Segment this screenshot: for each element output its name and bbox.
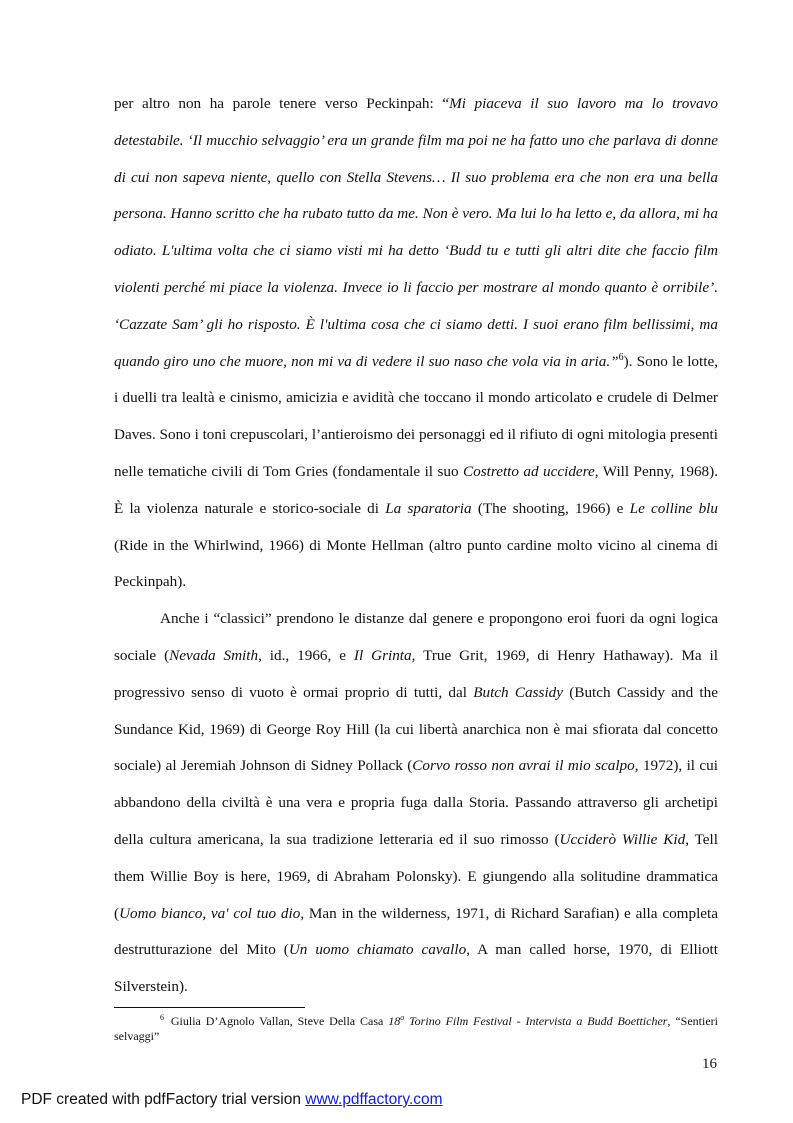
film-title: Il Grinta [353,646,412,664]
film-title: Un uomo chiamato cavallo [288,941,467,959]
footnote-reference[interactable]: 6 [618,351,624,363]
film-title: Costretto ad uccidere [463,462,595,480]
film-title: Nevada Smith [169,646,259,664]
footnote-divider [114,1007,305,1008]
pdf-creator-banner: PDF created with pdfFactory trial version www.pdffactory.com [21,1091,443,1108]
paragraph-1: per altro non ha parole tenere verso Peckinpah: “Mi piaceva il suo lavoro ma lo trovavo detestabile. ‘Il mucchio selvaggio’ era un grande film ma poi ne ha fatto uno che parlava di donne di cui non sapeva niente, quello con Stella Stevens… Il suo problema era che non era una bella persona. Hanno scritto che ha rubato tutto da me. Non è vero. Ma lui lo ha letto e, da allora, mi ha odiato. L'ultima volta che ci siamo visti mi ha detto ‘Budd tu e tutti gli altri dite che faccio film violenti perché mi piace la violenza. Invece io li faccio per mostrare al mondo quanto è orribile’. ‘Cazzate Sam’ gli ho risposto. È l'ultima cosa che ci siamo detti. I suoi erano film bellissimi, ma quando giro uno che muore, non mi va di vedere il suo naso che vola via in aria.”$^6$). Sono le lotte, i duelli tra lealtà e cinismo, amicizia e avidità che toccano il mondo articolato e crudele di Delmer Daves. Sono i toni crepuscolari, l’antieroismo dei personaggi ed il rifiuto di ogni mitologia presenti nelle tematiche civili di Tom Gries (fondamentale il suo Costretto ad uccidere, Will Penny, 1968). È la violenza naturale e storico-sociale di La sparatoria (The shooting, 1966) e Le colline blu (Ride in the Whirlwind, 1966) di Monte Hellman (altro punto cardine molto vicino al cinema di Peckinpah). [114,95,718,591]
page-number: 16 [702,1056,717,1072]
footnote-number: 6 [160,1013,164,1022]
film-title: Le colline blu [629,499,718,517]
film-title: Butch Cassidy [473,683,563,701]
footnote-title: 18$^o$ Torino Film Festival - Intervista a Budd Boetticher [388,1013,668,1028]
paragraph-2: Anche i “classici” prendono le distanze dal genere e propongono eroi fuori da ogni logica sociale (Nevada Smith, id., 1966, e Il Grinta, True Grit, 1969, di Henry Hathaway). Ma il progressivo senso di vuoto è ormai proprio di tutti, dal Butch Cassidy (Butch Cassidy and the Sundance Kid, 1969) di George Roy Hill (la cui libertà anarchica non è mai sfiorata dal concetto sociale) al Jeremiah Johnson di Sidney Pollack (Corvo rosso non avrai il mio scalpo, 1972), il cui abbandono della civiltà è una vera e propria fuga dalla Storia. Passando attraverso gli archetipi della cultura americana, la sua tradizione letteraria ed il suo rimosso (Ucciderò Willie Kid, Tell them Willie Boy is here, 1969, di Abraham Polonsky). E giungendo alla solitudine drammatica (Uomo bianco, va' col tuo dio, Man in the wilderness, 1971, di Richard Sarafian) e alla completa destrutturazione del Mito (Un uomo chiamato cavallo, A man called horse, 1970, di Elliott Silverstein). [114,610,718,996]
film-title: La sparatoria [385,499,472,517]
film-title: Ucciderò Willie Kid [559,830,686,848]
budd-boetticher-quote: Mi piaceva il suo lavoro ma lo trovavo detestabile. ‘Il mucchio selvaggio’ era un grande film ma poi ne ha fatto uno che parlava di donne di cui non sapeva niente, quello con Stella Stevens… Il suo problema era che non era una bella persona. Hanno scritto che ha rubato tutto da me. Non è vero. Ma lui lo ha letto e, da allora, mi ha odiato. L'ultima volta che ci siamo visti mi ha detto ‘Budd tu e tutti gli altri dite che faccio film violenti perché mi piace la violenza. Invece io li faccio per mostrare al mondo quanto è orribile’. ‘Cazzate Sam’ gli ho risposto. È l'ultima cosa che ci siamo detti. I suoi erano film bellissimi, ma quando giro uno che muore, non mi va di vedere il suo naso che vola via in aria. [114,95,718,370]
film-title: Corvo rosso non avrai il mio scalpo [412,757,635,775]
body-text [114,86,718,1006]
pdffactory-link[interactable]: www.pdffactory.com [305,1091,443,1108]
film-title: Uomo bianco, va' col tuo dio [119,904,301,922]
footnote-6: $^6$ Giulia D’Agnolo Vallan, Steve Della Casa 18$^o$ Torino Film Festival - Intervista a Budd Boetticher, “Sentieri selvaggi” [114,1013,718,1043]
